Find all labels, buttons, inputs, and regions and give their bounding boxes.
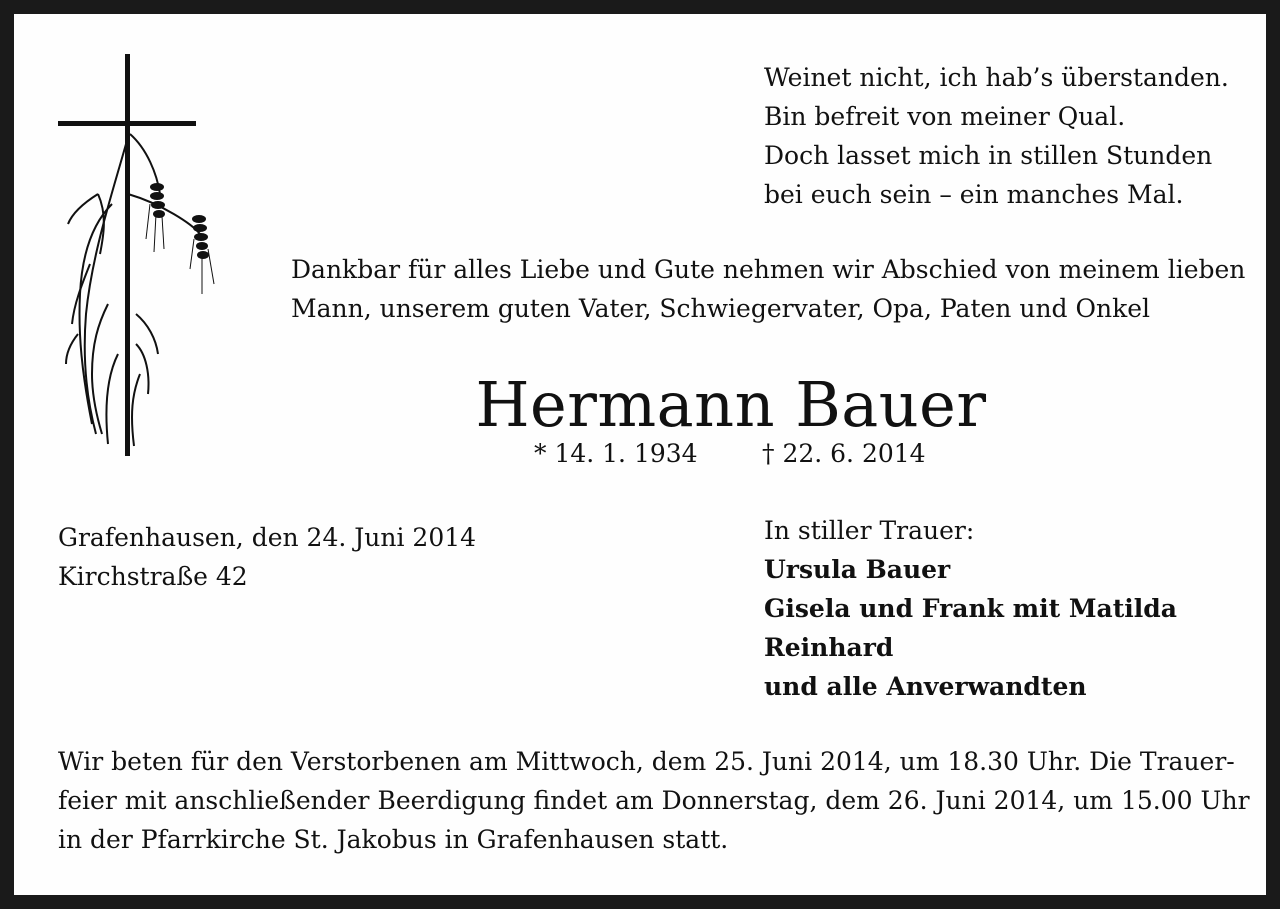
poem-line: Weinet nicht, ich hab’s überstanden. [764,63,1229,92]
mourner-name: Gisela und Frank mit Matilda [764,594,1177,623]
death-date: † 22. 6. 2014 [762,439,926,468]
mourners-heading: In stiller Trauer: [764,516,975,545]
mourner-name: und alle Anverwandten [764,672,1087,701]
poem-line: bei euch sein – ein manches Mal. [764,180,1184,209]
mourners-block [764,511,1177,706]
notice-line: feier mit anschließender Beerdigung findet am Donnerstag, dem 26. Juni 2014, um 15.00 Uhr [58,786,1250,815]
notice-line: in der Pfarrkirche St. Jakobus in Grafenhausen statt. [58,825,729,854]
place-date: Grafenhausen, den 24. Juni 2014 [58,523,477,552]
address-block [58,518,476,596]
notice-line: Wir beten für den Verstorbenen am Mittwoch, dem 25. Juni 2014, um 18.30 Uhr. Die Trauer- [58,747,1235,776]
street-address: Kirchstraße 42 [58,562,248,591]
mourner-name: Ursula Bauer [764,555,951,584]
poem-line: Doch lasset mich in stillen Stunden [764,141,1213,170]
deceased-name: Hermann Bauer [475,368,987,441]
birth-date: * 14. 1. 1934 [534,439,698,468]
mourner-name: Reinhard [764,633,894,662]
intro-line: Mann, unserem guten Vater, Schwiegervater, Opa, Paten und Onkel [291,294,1151,323]
poem [764,58,1229,214]
intro-text [291,250,1251,328]
intro-line: Dankbar für alles Liebe und Gute nehmen wir Abschied von meinem lieben [291,255,1246,284]
poem-line: Bin befreit von meiner Qual. [764,102,1126,131]
obituary-card [14,14,1266,895]
service-notice [58,742,1250,859]
